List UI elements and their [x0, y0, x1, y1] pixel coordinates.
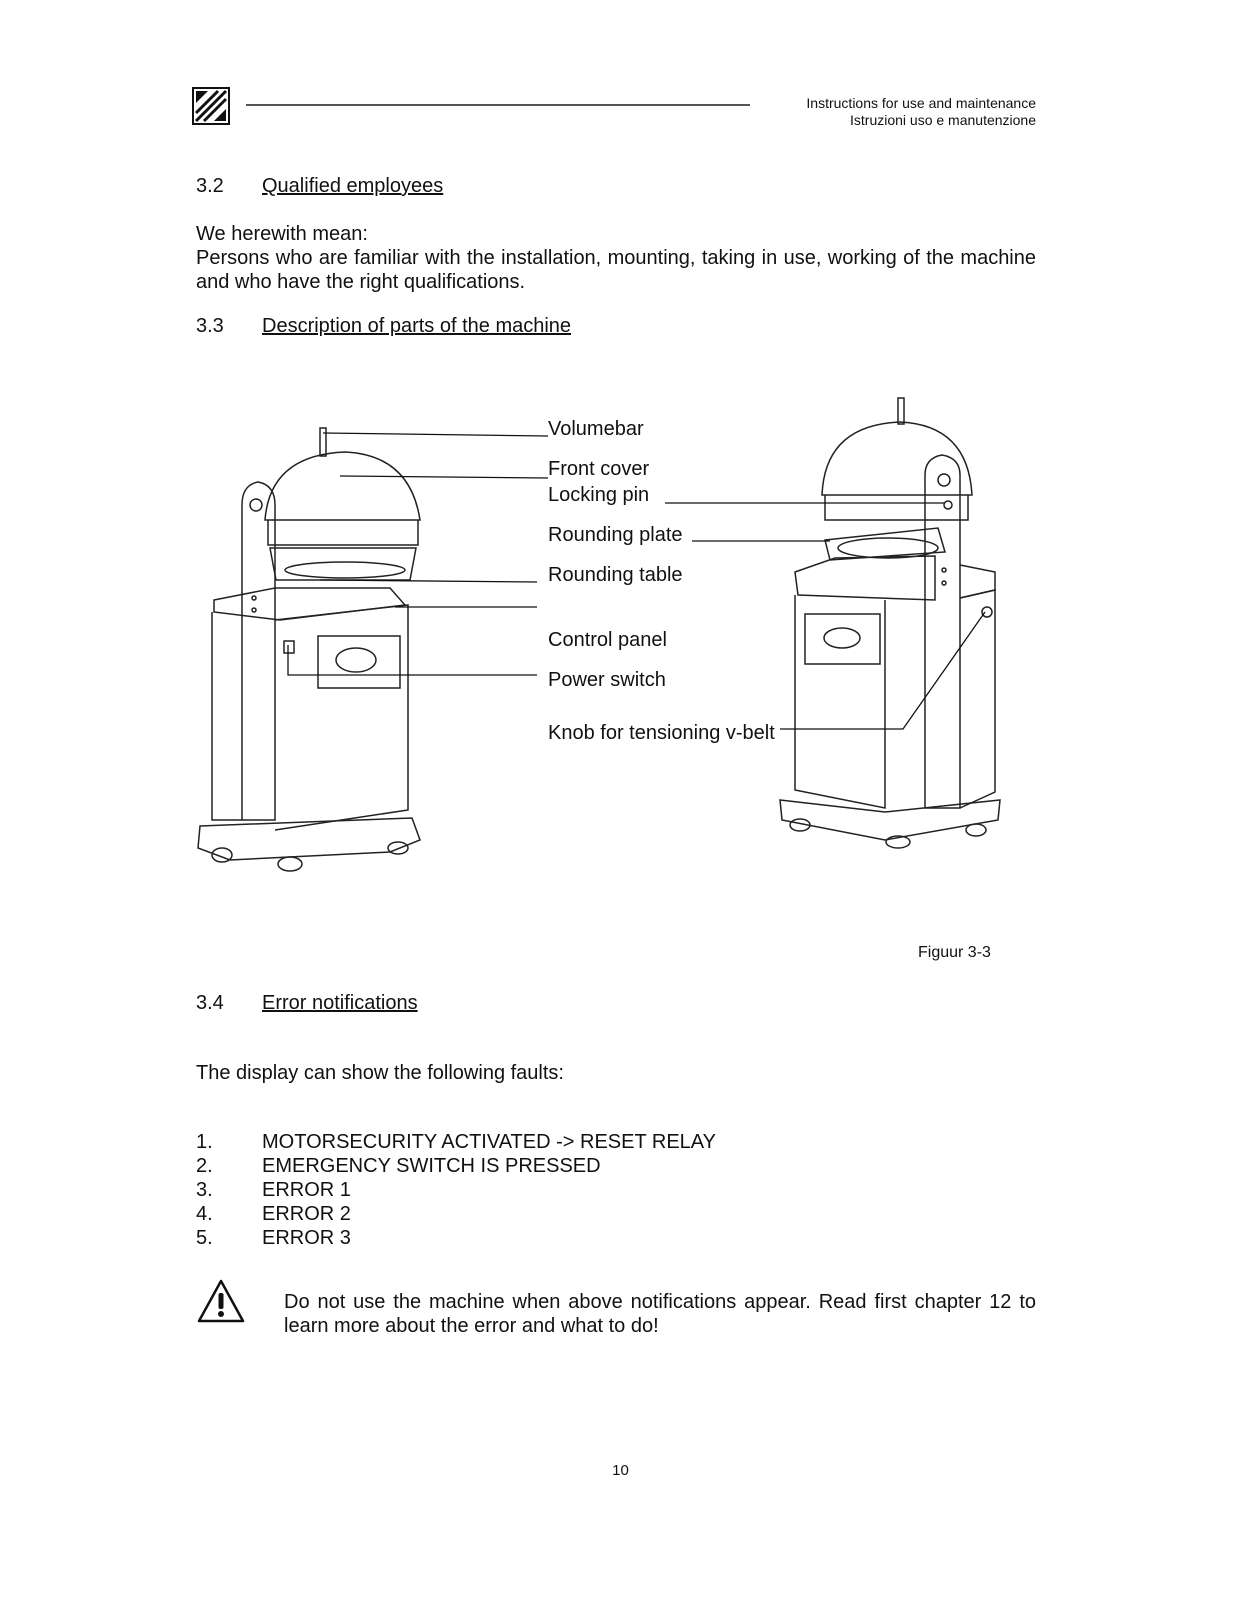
machine-drawing-right	[780, 398, 1000, 848]
list-item-text: EMERGENCY SWITCH IS PRESSED	[262, 1155, 601, 1177]
list-item-text: ERROR 1	[262, 1179, 351, 1201]
list-item-number: 1.	[196, 1131, 213, 1153]
section-title: Qualified employees	[262, 175, 444, 197]
warning-text: Do not use the machine when above notifications appear. Read first chapter 12 to learn more about the error and what to do!	[284, 1291, 1036, 1337]
list-item-text: MOTORSECURITY ACTIVATED -> RESET RELAY	[262, 1131, 716, 1153]
section-number: 3.3	[196, 315, 224, 337]
list-item-number: 2.	[196, 1155, 213, 1177]
errors-intro: The display can show the following faults:	[196, 1062, 564, 1084]
label-rounding-table: Rounding table	[548, 564, 683, 586]
header-title-it: Istruzioni uso e manutenzione	[850, 112, 1036, 128]
list-item	[196, 1130, 716, 1154]
section-number: 3.4	[196, 992, 224, 1014]
qualified-intro: We herewith mean:	[196, 223, 368, 245]
label-knob: Knob for tensioning v-belt	[548, 722, 775, 744]
label-locking-pin: Locking pin	[548, 484, 650, 506]
figure-caption: Figuur 3-3	[918, 944, 991, 961]
list-item-number: 5.	[196, 1227, 213, 1249]
section-title: Description of parts of the machine	[262, 315, 572, 337]
list-item-number: 4.	[196, 1203, 213, 1225]
list-item	[196, 1202, 716, 1226]
label-power-switch: Power switch	[548, 669, 666, 691]
list-item	[196, 1178, 716, 1202]
section-title: Error notifications	[262, 992, 418, 1014]
header-title-en: Instructions for use and maintenance	[806, 95, 1036, 111]
label-volumebar: Volumebar	[548, 418, 644, 440]
list-item	[196, 1226, 716, 1250]
page-number: 10	[612, 1462, 629, 1479]
label-control-panel: Control panel	[548, 629, 667, 651]
warning-triangle-icon	[196, 1278, 246, 1324]
section-heading-3-4	[196, 992, 418, 1015]
machine-drawing-left	[198, 428, 420, 871]
section-number: 3.2	[196, 175, 224, 197]
label-front-cover: Front cover	[548, 458, 650, 480]
qualified-body: Persons who are familiar with the installation, mounting, taking in use, working of the machine and who have the right qualifications.	[196, 247, 1036, 293]
fault-list	[196, 1130, 716, 1250]
label-rounding-plate: Rounding plate	[548, 524, 683, 546]
list-item	[196, 1154, 716, 1178]
list-item-text: ERROR 3	[262, 1227, 351, 1249]
list-item-number: 3.	[196, 1179, 213, 1201]
list-item-text: ERROR 2	[262, 1203, 351, 1225]
